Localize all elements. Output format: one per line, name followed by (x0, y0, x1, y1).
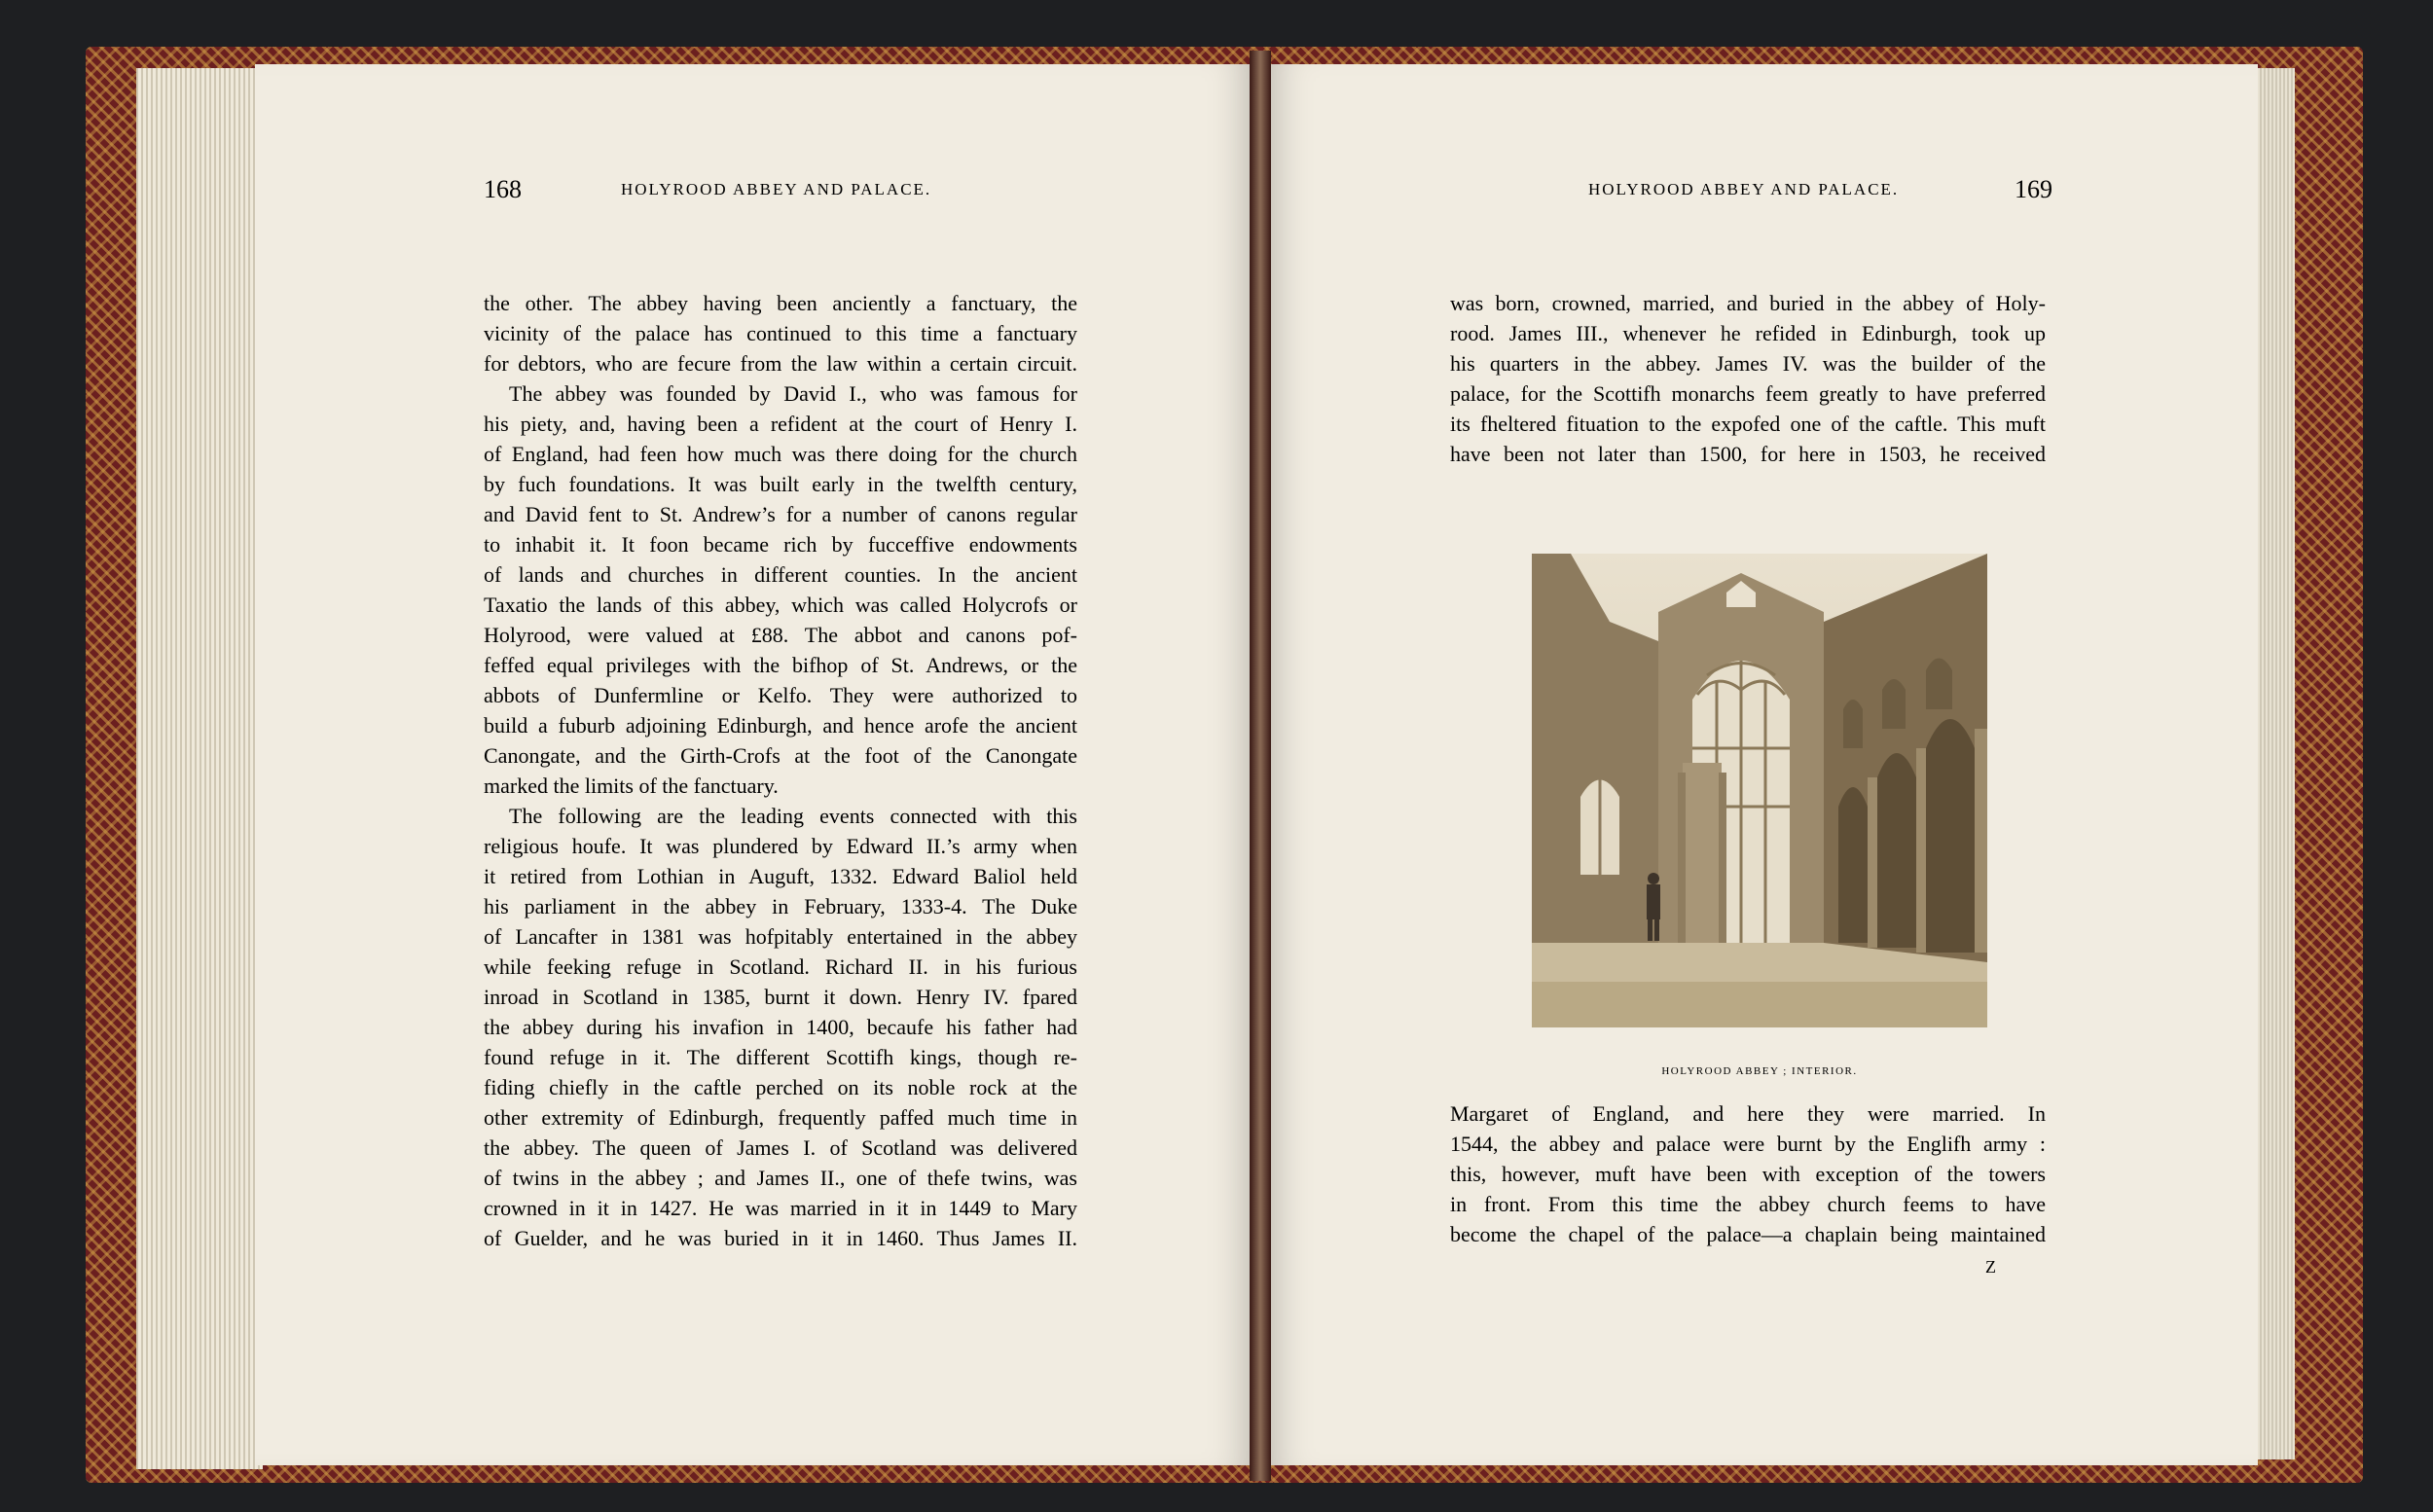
right-page-text-top (1450, 288, 2046, 469)
text-line: Margaret of England, and here they were married. In (1450, 1101, 2046, 1126)
text-line: the other. The abbey having been anciently a fanctuary, the (484, 291, 1077, 315)
plate-caption: HOLYROOD ABBEY ; INTERIOR. (1661, 1065, 1858, 1077)
page-edges-left (136, 68, 263, 1469)
text-line: its fheltered fituation to the expofed one of the caftle. This muft (1450, 412, 2046, 436)
text-line: fiding chiefly in the caftle perched on its noble rock at the (484, 1075, 1077, 1099)
text-line: abbots of Dunfermline or Kelfo. They were authorized to (484, 683, 1077, 707)
text-line: for debtors, who are fecure from the law within a certain circuit. (484, 351, 1077, 376)
abbey-interior-photograph (1532, 554, 1987, 1027)
text-line: this, however, muft have been with exception of the towers (1450, 1162, 2046, 1186)
text-line: of Guelder, and he was buried in it in 1460. Thus James II. (484, 1226, 1077, 1250)
text-line: while feeking refuge in Scotland. Richard II. in his furious (484, 954, 1077, 979)
text-line: palace, for the Scottifh monarchs feem greatly to have preferred (1450, 381, 2046, 406)
text-line: found refuge in it. The different Scottifh kings, though re- (484, 1045, 1077, 1069)
text-line: Holyrood, were valued at £88. The abbot and canons pof- (484, 623, 1077, 647)
signature-mark: Z (1985, 1257, 1996, 1277)
text-line: his piety, and, having been a refident at the court of Henry I. (484, 412, 1077, 436)
text-line: have been not later than 1500, for here in 1503, he received (1450, 442, 2046, 466)
text-line: religious houfe. It was plundered by Edward II.’s army when (484, 834, 1077, 858)
text-line: inroad in Scotland in 1385, burnt it down. Henry IV. fpared (484, 985, 1077, 1009)
text-line: the abbey. The queen of James I. of Scotland was delivered (484, 1135, 1077, 1160)
left-running-head: HOLYROOD ABBEY AND PALACE. (621, 180, 932, 198)
text-line: become the chapel of the palace—a chaplain being maintained (1450, 1222, 2046, 1246)
text-line: his parliament in the abbey in February, 1333-4. The Duke (484, 894, 1077, 918)
left-page-text (484, 288, 1077, 1253)
text-line: Canongate, and the Girth-Crofs at the foot of the Canongate (484, 743, 1077, 768)
text-line: in front. From this time the abbey church feems to have (1450, 1192, 2046, 1216)
text-line: and David fent to St. Andrew’s for a number of canons regular (484, 502, 1077, 526)
text-line: marked the limits of the fanctuary. (484, 774, 779, 798)
text-line: to inhabit it. It foon became rich by fucceffive endowments (484, 532, 1077, 557)
text-line: The abbey was founded by David I., who was famous for (509, 381, 1077, 406)
text-line: of Lancafter in 1381 was hofpitably entertained in the abbey (484, 924, 1077, 949)
text-line: of lands and churches in different counties. In the ancient (484, 562, 1077, 587)
text-line: vicinity of the palace has continued to this time a fanctuary (484, 321, 1077, 345)
text-line: his quarters in the abbey. James IV. was the builder of the (1450, 351, 2046, 376)
book-gutter (1250, 51, 1271, 1481)
text-line: it retired from Lothian in Auguft, 1332. Edward Baliol held (484, 864, 1077, 888)
right-page-number: 169 (2015, 175, 2052, 203)
text-line: the abbey during his invafion in 1400, becaufe his father had (484, 1015, 1077, 1039)
page-edges-right (2258, 68, 2295, 1459)
text-line: The following are the leading events connected with this (509, 804, 1077, 828)
text-line: Taxatio the lands of this abbey, which was called Holycrofs or (484, 593, 1077, 617)
right-page-text-bottom (1450, 1098, 2046, 1249)
text-line: crowned in it in 1427. He was married in it in 1449 to Mary (484, 1196, 1077, 1220)
text-line: rood. James III., whenever he refided in Edinburgh, took up (1450, 321, 2046, 345)
text-line: by fuch foundations. It was built early in the twelfth century, (484, 472, 1077, 496)
text-line: build a fuburb adjoining Edinburgh, and hence arofe the ancient (484, 713, 1077, 738)
abbey-ruin-illustration (1532, 554, 1987, 1027)
text-line: feffed equal privileges with the bifhop of St. Andrews, or the (484, 653, 1077, 677)
text-line: 1544, the abbey and palace were burnt by the Englifh army : (1450, 1132, 2046, 1156)
text-line: was born, crowned, married, and buried in the abbey of Holy- (1450, 291, 2046, 315)
text-line: of twins in the abbey ; and James II., one of thefe twins, was (484, 1166, 1077, 1190)
text-line: other extremity of Edinburgh, frequently paffed much time in (484, 1105, 1077, 1130)
text-line: of England, had feen how much was there doing for the church (484, 442, 1077, 466)
left-page-number: 168 (484, 175, 522, 203)
right-running-head: HOLYROOD ABBEY AND PALACE. (1588, 180, 1900, 198)
